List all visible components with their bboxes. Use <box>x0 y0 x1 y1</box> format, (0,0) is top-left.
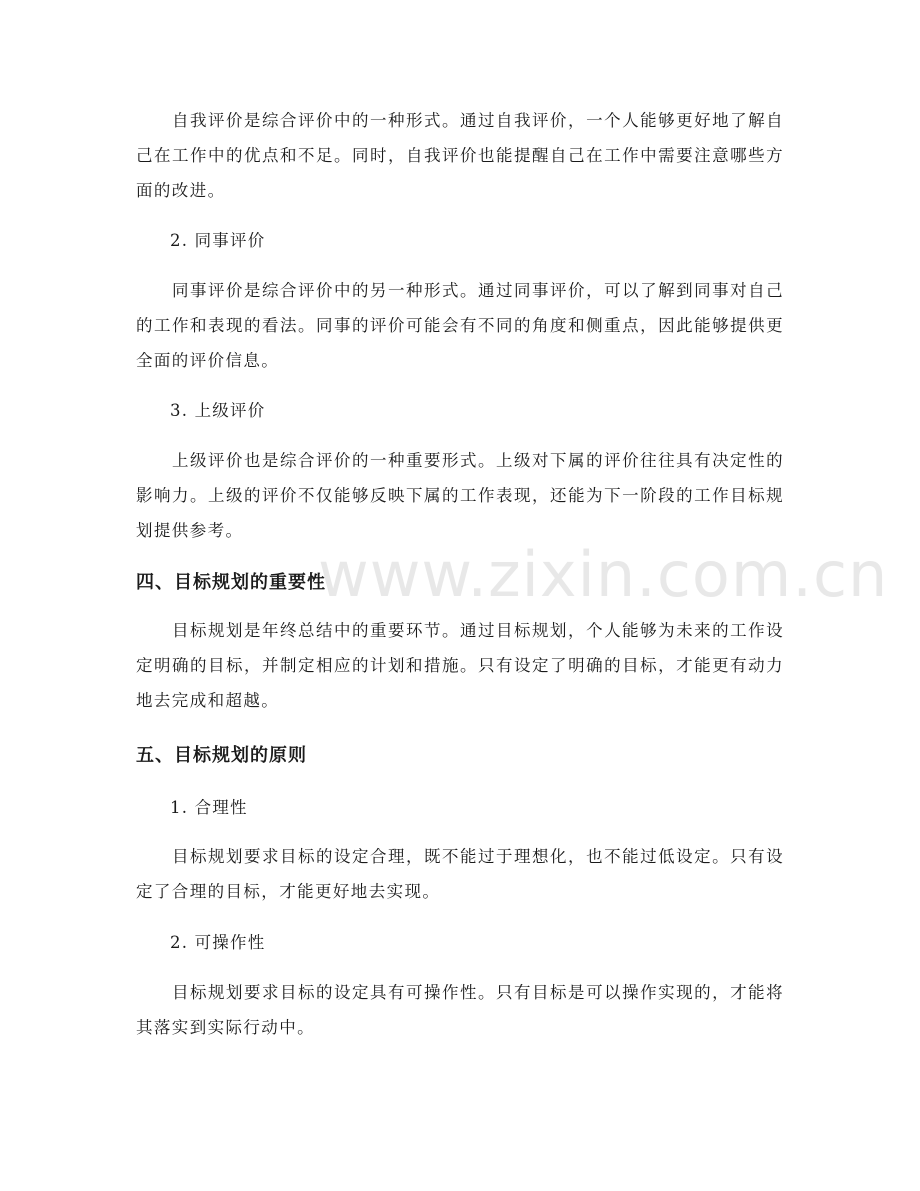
list-item-peer-evaluation: 2. 同事评价 <box>170 231 266 250</box>
list-item-supervisor-evaluation: 3. 上级评价 <box>170 401 266 420</box>
paragraph-goal-planning-importance: 目标规划是年终总结中的重要环节。通过目标规划，个人能够为未来的工作设定明确的目标，并制定相应的计划和措施。只有设定了明确的目标，才能更有动力地去完成和超越。 <box>136 621 784 710</box>
paragraph-peer-evaluation: 同事评价是综合评价中的另一种形式。通过同事评价，可以了解到同事对自己的工作和表现的看法。同事的评价可能会有不同的角度和侧重点，因此能够提供更全面的评价信息。 <box>136 281 784 370</box>
paragraph-operability: 目标规划要求目标的设定具有可操作性。只有目标是可以操作实现的，才能将其落实到实际行动中。 <box>136 983 784 1037</box>
list-item-operability: 2. 可操作性 <box>170 933 266 952</box>
paragraph-self-evaluation: 自我评价是综合评价中的一种形式。通过自我评价，一个人能够更好地了解自己在工作中的优点和不足。同时，自我评价也能提醒自己在工作中需要注意哪些方面的改进。 <box>136 111 784 200</box>
heading-goal-planning-importance: 四、目标规划的重要性 <box>136 572 326 593</box>
list-item-reasonableness: 1. 合理性 <box>170 798 248 817</box>
paragraph-reasonableness: 目标规划要求目标的设定合理，既不能过于理想化，也不能过低设定。只有设定了合理的目标，才能更好地去实现。 <box>136 847 784 901</box>
paragraph-supervisor-evaluation: 上级评价也是综合评价的一种重要形式。上级对下属的评价往往具有决定性的影响力。上级的评价不仅能够反映下属的工作表现，还能为下一阶段的工作目标规划提供参考。 <box>136 451 784 540</box>
heading-goal-planning-principles: 五、目标规划的原则 <box>136 745 307 766</box>
watermark: www.zixin.com.cn <box>318 538 889 611</box>
